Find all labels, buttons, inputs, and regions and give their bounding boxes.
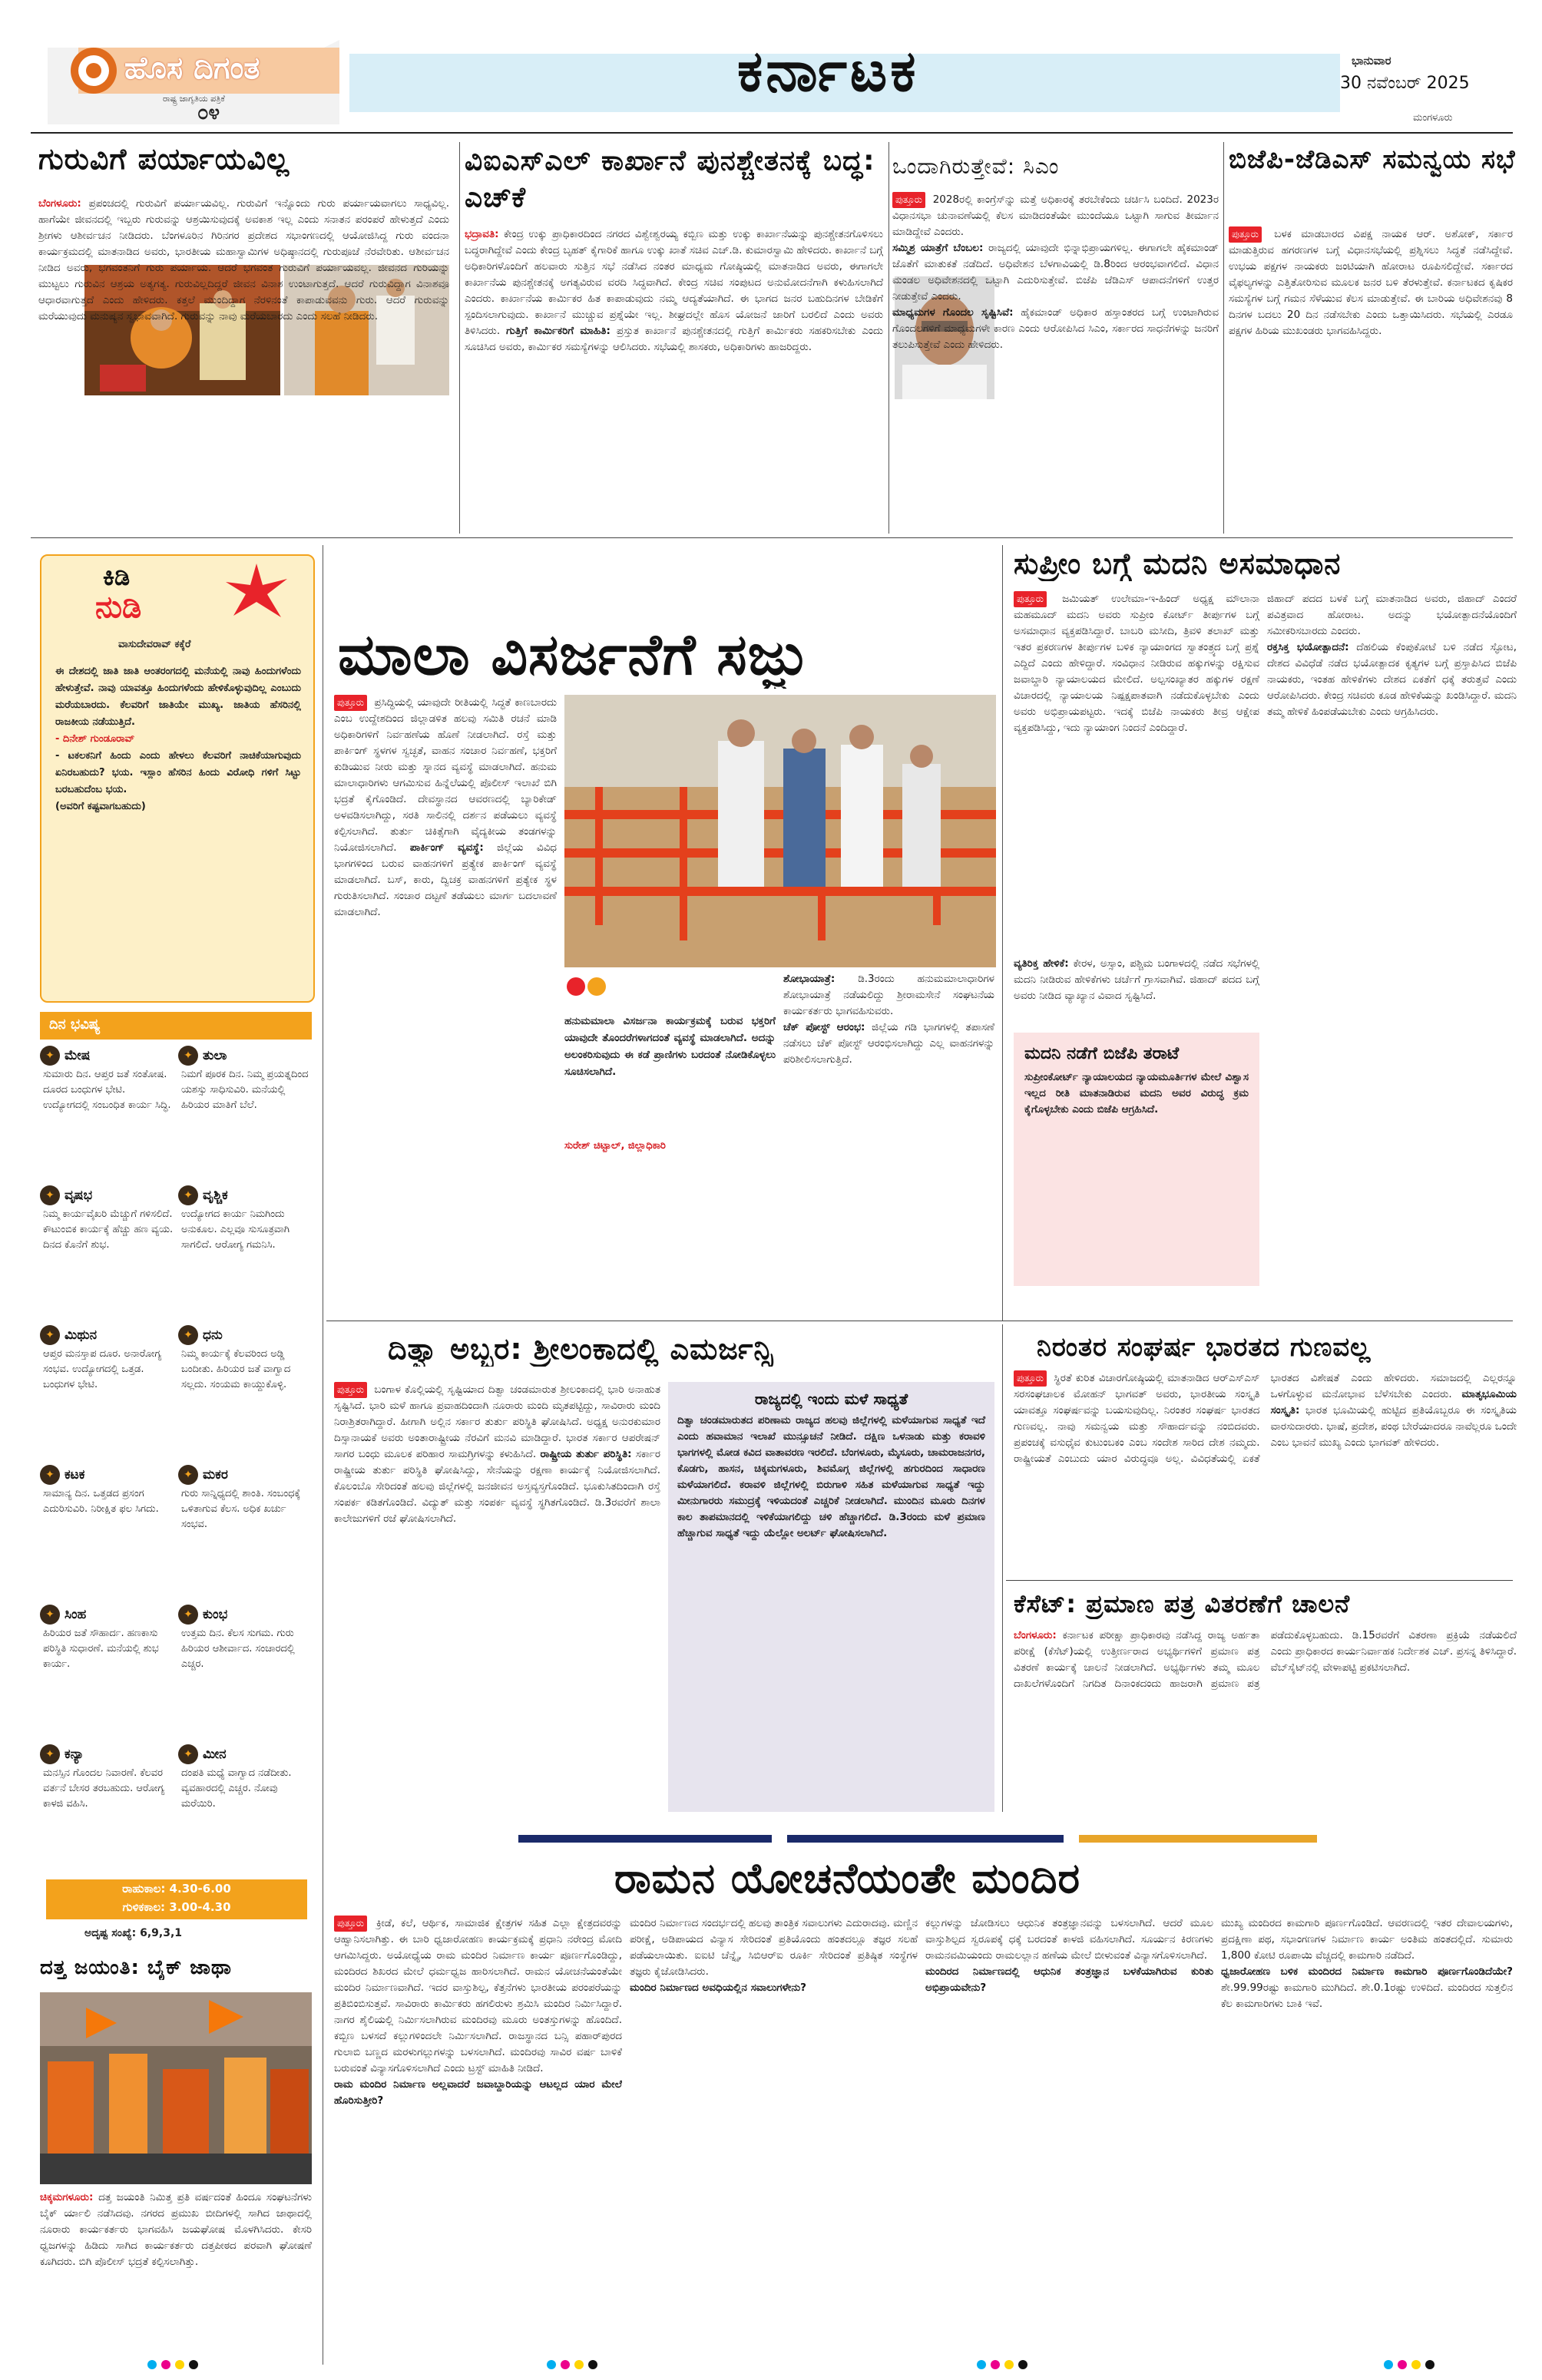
horoscope-left-column: [40, 1046, 174, 1883]
zodiac-icon: ✦: [178, 1046, 198, 1066]
logo-text: ಹೊಸ ದಿಗಂತ: [124, 51, 260, 86]
mala-body-col3: [783, 971, 994, 1324]
horoscope-sign-header: [178, 1605, 313, 1625]
issue-day: ಭಾನುವಾರ: [1352, 54, 1391, 68]
zodiac-icon: ✦: [40, 1046, 60, 1066]
madani-headline: ಸುಪ್ರೀಂ ಬಗ್ಗೆ ಮದನಿ ಅಸಮಾಧಾನ: [1014, 547, 1342, 580]
horoscope-sign-header: [178, 1465, 313, 1485]
mala-subhead-1: ಪಾರ್ಕಿಂಗ್ ವ್ಯವಸ್ಥೆ:: [409, 841, 484, 854]
mala-subhead-3: ಚೆಕ್ ಪೋಸ್ಟ್ ಆರಂಭ:: [783, 1021, 865, 1033]
zodiac-icon: ✦: [178, 1325, 198, 1345]
horoscope-entry: [40, 1465, 174, 1603]
cm-subtext-2: ಹೈಕಮಾಂಡ್ ಅಧಿಕಾರ ಹಸ್ತಾಂತರದ ಬಗ್ಗೆ ಉಂಟಾಗಿರುವ ಗೊಂದಲಗಳಿಗೆ ಮಾಧ್ಯಮಗಳೇ ಕಾರಣ ಎಂದು ಆರೋಪಿಸಿದ ಸಿಎಂ, ಸರ್ಕಾರದ ಸಾಧನೆಗಳನ್ನು ಜನರಿಗೆ ತಲುಪಿಸುತ್ತೇವೆ ಎಂದು ಹೇಳಿದರು.: [892, 306, 1219, 351]
mala-body-col1: [334, 695, 557, 1324]
quote-icon: [564, 971, 611, 1010]
horoscope-entry: [178, 1744, 313, 1883]
col-divider-ditwa: [1002, 1324, 1003, 1812]
horoscope-entry: [178, 1605, 313, 1743]
cm-body: [892, 192, 1219, 534]
madani-box-title: ಮದನಿ ನಡೆಗೆ ಬಿಜೆಪಿ ತರಾಟೆ: [1024, 1044, 1180, 1063]
zodiac-prediction: ಸಾಮಾನ್ಯ ದಿನ. ಒತ್ತಡದ ಪ್ರಸಂಗ ಎದುರಿಸುವಿರಿ. ನಿರೀಕ್ಷಿತ ಫಲ ಸಿಗದು.: [43, 1488, 159, 1515]
madani-box-text: ಸುಪ್ರೀಂಕೋರ್ಟ್ ನ್ಯಾಯಾಲಯದ ನ್ಯಾಯಮೂರ್ತಿಗಳ ಮೇಲೆ ವಿಶ್ವಾಸ ಇಲ್ಲದ ರೀತಿ ಮಾತನಾಡಿರುವ ಮದನಿ ಅವರ ವಿರುದ್ಧ ಕ್ರಮ ಕೈಗೊಳ್ಳಬೇಕು ಎಂದು ಬಿಜೆಪಿ ಆಗ್ರಹಿಸಿದೆ.: [1024, 1071, 1249, 1116]
rama-col3: [925, 1916, 1213, 2353]
page-number: ೦೪: [197, 101, 220, 124]
ditwa-box-text: ದಿತ್ವಾ ಚಂಡಮಾರುತದ ಪರಿಣಾಮ ರಾಜ್ಯದ ಹಲವು ಜಿಲ್ಲೆಗಳಲ್ಲಿ ಮಳೆಯಾಗುವ ಸಾಧ್ಯತೆ ಇದೆ ಎಂದು ಹವಾಮಾನ ಇಲಾಖೆ ಮುನ್ಸೂಚನೆ ನೀಡಿದೆ. ದಕ್ಷಿಣ ಒಳನಾಡು ಮತ್ತು ಕರಾವಳಿ ಭಾಗಗಳಲ್ಲಿ ಮೋಡ ಕವಿದ ವಾತಾವರಣ ಇರಲಿದೆ. ಬೆಂಗಳೂರು, ಮೈಸೂರು, ಚಾಮರಾಜನಗರ, ಕೊಡಗು, ಹಾಸನ, ಚಿಕ್ಕಮಗಳೂರು, ಶಿವಮೊಗ್ಗ ಜಿಲ್ಲೆಗಳಲ್ಲಿ ಹಗುರದಿಂದ ಸಾಧಾರಣ ಮಳೆಯಾಗಲಿದೆ. ಕರಾವಳಿ ಜಿಲ್ಲೆಗಳಲ್ಲಿ ಬಿರುಗಾಳಿ ಸಹಿತ ಮಳೆಯಾಗುವ ಸಾಧ್ಯತೆ ಇದ್ದು ಮೀನುಗಾರರು ಸಮುದ್ರಕ್ಕೆ ಇಳಿಯದಂತೆ ಎಚ್ಚರಿಕೆ ನೀಡಲಾಗಿದೆ. ಮುಂದಿನ ಮೂರು ದಿನಗಳ ಕಾಲ ತಾಪಮಾನದಲ್ಲಿ ಇಳಿಕೆಯಾಗಲಿದ್ದು ಚಳಿ ಹೆಚ್ಚಾಗಲಿದೆ. ಡಿ.3ರಂದು ಮಳೆ ಪ್ರಮಾಣ ಹೆಚ್ಚಾಗುವ ಸಾಧ್ಯತೆ ಇದ್ದು ಯೆಲ್ಲೋ ಅಲರ್ಟ್ ಘೋಷಿಸಲಾಗಿದೆ.: [677, 1414, 985, 1539]
zodiac-icon: ✦: [178, 1185, 198, 1205]
kidi-byline: ವಾಸುದೇವರಾವ್ ಕಕ್ಕೆರೆ: [118, 639, 191, 650]
zodiac-sign-name: ಕುಂಭ: [203, 1607, 228, 1622]
kidi-closing: (ಅವರಿಗೆ ಕಷ್ಟವಾಗಬಹುದು): [55, 801, 146, 812]
ditwa-text: ಬಂಗಾಳ ಕೊಲ್ಲಿಯಲ್ಲಿ ಸೃಷ್ಟಿಯಾದ ದಿತ್ವಾ ಚಂಡಮಾರುತ ಶ್ರೀಲಂಕಾದಲ್ಲಿ ಭಾರಿ ಅನಾಹುತ ಸೃಷ್ಟಿಸಿದೆ. ಭಾರಿ ಮಳೆ ಹಾಗೂ ಪ್ರವಾಹದಿಂದಾಗಿ ನೂರಾರು ಮಂದಿ ಮೃತಪಟ್ಟಿದ್ದು, ಸಾವಿರಾರು ಮಂದಿ ನಿರಾಶ್ರಿತರಾಗಿದ್ದಾರೆ. ಹೀಗಾಗಿ ಅಲ್ಲಿನ ಸರ್ಕಾರ ತುರ್ತು ಪರಿಸ್ಥಿತಿ ಘೋಷಿಸಿದೆ. ಅಧ್ಯಕ್ಷ ಅನುರಕುಮಾರ ದಿಸ್ಸಾನಾಯಕೆ ಅವರು ಅಂತಾರಾಷ್ಟ್ರೀಯ ನೆರವಿಗೆ ಮನವಿ ಮಾಡಿದ್ದಾರೆ. ಭಾರತ ಸರ್ಕಾರ ಆಪರೇಷನ್ ಸಾಗರ ಬಂಧು ಮೂಲಕ ಪರಿಹಾರ ಸಾಮಗ್ರಿಗಳನ್ನು ಕಳುಹಿಸಿದೆ.: [334, 1383, 660, 1460]
bjp-dateline: ಪುತ್ತೂರು: [1229, 226, 1262, 243]
zodiac-prediction: ಉತ್ತಮ ದಿನ. ಕೆಲಸ ಸುಗಮ. ಗುರು ಹಿರಿಯರ ಆಶೀರ್ವಾದ. ಸಂಚಾರದಲ್ಲಿ ಎಚ್ಚರ.: [181, 1628, 295, 1670]
mala-quote-box: [564, 971, 776, 1171]
zodiac-sign-name: ಮೇಷ: [65, 1048, 91, 1063]
guru-headline: ಗುರುವಿಗೆ ಪರ್ಯಾಯವಿಲ್ಲ: [38, 142, 290, 176]
zodiac-sign-name: ವೃಶ್ಚಿಕ: [203, 1188, 228, 1203]
rama-dateline: ಪುತ್ತೂರು: [334, 1916, 367, 1932]
registration-marks-mid1: [545, 2359, 607, 2371]
horoscope-right-column: [178, 1046, 313, 1883]
logo[interactable]: [48, 40, 339, 124]
rama-col2: [630, 1916, 918, 2353]
mala-subhead-2: ಶೋಭಾಯಾತ್ರೆ:: [783, 973, 836, 985]
kidi-nudi-box: [40, 554, 315, 1003]
bjp-headline: ಬಿಜೆಪಿ-ಜೆಡಿಎಸ್ ಸಮನ್ವಯ ಸಭೆ: [1229, 144, 1516, 175]
nirantara-headline: ನಿರಂತರ ಸಂಘರ್ಷ ಭಾರತದ ಗುಣವಲ್ಲ: [1037, 1332, 1372, 1363]
zodiac-sign-name: ಕಟಕ: [65, 1467, 85, 1483]
madani-box: [1014, 1033, 1259, 1286]
ditwa-dateline: ಪುತ್ತೂರು: [334, 1382, 367, 1398]
horoscope-entry: [40, 1046, 174, 1184]
horoscope-entry: [40, 1605, 174, 1743]
datta-dateline: ಚಿಕ್ಕಮಗಳೂರು:: [40, 2191, 94, 2203]
vis-subhead: ಗುತ್ತಿಗೆ ಕಾರ್ಮಿಕರಿಗೆ ಮಾಹಿತಿ:: [506, 325, 611, 337]
mala-quote: ಹನುಮಮಾಲಾ ವಿಸರ್ಜನಾ ಕಾರ್ಯಕ್ರಮಕ್ಕೆ ಬರುವ ಭಕ್ತರಿಗೆ ಯಾವುದೇ ತೊಂದರೆಗಳಾಗದಂತೆ ವ್ಯವಸ್ಥೆ ಮಾಡಲಾಗಿದೆ. ಅದನ್ನು ಅಲಂಕರಿಸುವುದು ಈ ಕಡೆ ಪ್ರಾಣಿಗಳು ಬರದಂತೆ ನೋಡಿಕೊಳ್ಳಲು ಸೂಚಿಸಲಾಗಿದೆ.: [564, 1015, 776, 1078]
cm-dateline: ಪುತ್ತೂರು: [892, 192, 925, 208]
mala-photo: [564, 695, 996, 967]
horoscope-sign-header: [40, 1744, 174, 1764]
nirantara-body: [1014, 1370, 1517, 1574]
horoscope-sign-header: [178, 1046, 313, 1066]
zodiac-prediction: ದಂಪತಿ ಮಧ್ಯೆ ವಾಗ್ವಾದ ನಡೆದೀತು. ವ್ಯವಹಾರದಲ್ಲಿ ಎಚ್ಚರ. ನೋವು ಮರೆಯಿರಿ.: [181, 1767, 292, 1810]
cm-headline: ಒಂದಾಗಿರುತ್ತೇವೆ: ಸಿಎಂ: [892, 154, 1060, 179]
datta-photo: [40, 1992, 312, 2184]
cm-subtext-1: ರಾಜ್ಯದಲ್ಲಿ ಯಾವುದೇ ಭಿನ್ನಾಭಿಪ್ರಾಯಗಳಿಲ್ಲ. ಈಗಾಗಲೇ ಹೈಕಮಾಂಡ್ ಜೊತೆಗೆ ಮಾತುಕತೆ ನಡೆದಿದೆ. ಅಧಿವೇಶನ ಬೆಳಗಾವಿಯಲ್ಲಿ ಡಿ.8ರಿಂದ ಆರಂಭವಾಗಲಿದೆ. ವಿಧಾನ ಮಂಡಲ ಅಧಿವೇಶನದಲ್ಲಿ ಒಟ್ಟಾಗಿ ಎದುರಿಸುತ್ತೇವೆ. ಬಿಜೆಪಿ ಜೆಡಿಎಸ್ ಆಪಾದನೆಗಳಿಗೆ ಉತ್ತರ ನೀಡುತ್ತೇವೆ ಎಂದರು.: [892, 242, 1219, 302]
madani-right-text: ಜಿಹಾದ್ ಪದದ ಬಳಕೆ ಬಗ್ಗೆ ಮಾತನಾಡಿದ ಅವರು, ಜಿಹಾದ್ ಎಂದರೆ ಪವಿತ್ರವಾದ ಹೋರಾಟ. ಅದನ್ನು ಭಯೋತ್ಪಾದನೆಯೊಂದಿಗೆ ಸಮೀಕರಿಸಬಾರದು ಎಂದರು.: [1267, 593, 1517, 637]
mala-text: ಪ್ರಸಿದ್ಧಿಯಲ್ಲಿ ಯಾವುದೇ ರೀತಿಯಲ್ಲಿ ಸಿದ್ಧತೆ ಕಾಣಬಾರದು ಎಂಬ ಉದ್ದೇಶದಿಂದ ಜಿಲ್ಲಾಡಳಿತ ಹಲವು ಸಮಿತಿ ರಚನೆ ಮಾಡಿ ಅಧಿಕಾರಿಗಳಿಗೆ ನಿರ್ವಹಣೆಯ ಹೊಣೆ ನೀಡಲಾಗಿದೆ. ರಸ್ತೆ ಮತ್ತು ಪಾರ್ಕಿಂಗ್ ಸ್ಥಳಗಳ ಸ್ವಚ್ಛತೆ, ವಾಹನ ಸಂಚಾರ ನಿರ್ವಹಣೆ, ಭಕ್ತರಿಗೆ ಕುಡಿಯುವ ನೀರು ಮತ್ತು ಸ್ನಾನದ ವ್ಯವಸ್ಥೆ ಮಾಡಲಾಗಿದೆ. ಹನುಮ ಮಾಲಾಧಾರಿಗಳು ಆಗಮಿಸುವ ಹಿನ್ನೆಲೆಯಲ್ಲಿ ಪೊಲೀಸ್ ಇಲಾಖೆ ಬಿಗಿ ಭದ್ರತೆ ಕೈಗೊಂಡಿದೆ. ದೇವಸ್ಥಾನದ ಆವರಣದಲ್ಲಿ ಬ್ಯಾರಿಕೇಡ್ ಅಳವಡಿಸಲಾಗಿದ್ದು, ಸರತಿ ಸಾಲಿನಲ್ಲಿ ದರ್ಶನ ಪಡೆಯಲು ವ್ಯವಸ್ಥೆ ಕಲ್ಪಿಸಲಾಗಿದೆ. ತುರ್ತು ಚಿಕಿತ್ಸೆಗಾಗಿ ವೈದ್ಯಕೀಯ ತಂಡಗಳನ್ನು ನಿಯೋಜಿಸಲಾಗಿದೆ.: [334, 696, 557, 854]
col-divider-2: [888, 142, 889, 534]
masthead-rule: [31, 132, 1513, 134]
zodiac-prediction: ಆಪ್ತರ ಮನಸ್ತಾಪ ದೂರ. ಅನಾರೋಗ್ಯ ಸಂಭವ. ಉದ್ಯೋಗದಲ್ಲಿ ಒತ್ತಡ. ಬಂಧುಗಳ ಭೇಟಿ.: [43, 1348, 162, 1390]
rahukala: ರಾಹುಕಾಲ: 4.30-6.00: [122, 1882, 231, 1896]
vis-headline: ವಿಐಎಸ್‌ಎಲ್ ಕಾರ್ಖಾನೆ ಪುನಶ್ಚೇತನಕ್ಕೆ ಬದ್ಧ: ಎಚ್‌ಕೆ: [465, 145, 875, 213]
madani-body-col2: [1267, 591, 1517, 1313]
madani-subtext-1: ಕೇರಳ, ಅಸ್ಸಾಂ, ಪಶ್ಚಿಮ ಬಂಗಾಳದಲ್ಲಿ ನಡೆದ ಸಭೆಗಳಲ್ಲಿ ಮದನಿ ನೀಡಿರುವ ಹೇಳಿಕೆಗಳು ಚರ್ಚೆಗೆ ಗ್ರಾಸವಾಗಿವೆ. ಜಿಹಾದ್ ಪದದ ಬಗ್ಗೆ ಅವರು ನೀಡಿದ ವ್ಯಾಖ್ಯಾನ ವಿವಾದ ಸೃಷ್ಟಿಸಿದೆ.: [1014, 957, 1259, 1002]
madani-body-col1b: [1014, 956, 1259, 1029]
spark-icon: [226, 564, 287, 617]
horoscope-title-bar: [40, 1012, 312, 1040]
zodiac-icon: ✦: [40, 1605, 60, 1625]
cassette-dateline: ಬೆಂಗಳೂರು:: [1014, 1629, 1057, 1641]
guru-text: ಪ್ರಪಂಚದಲ್ಲಿ ಗುರುವಿಗೆ ಪರ್ಯಾಯವಿಲ್ಲ. ಗುರುವಿಗೆ ಇನ್ನೊಂದು ಗುರು ಪರ್ಯಾಯವಾಗಲು ಸಾಧ್ಯವಿಲ್ಲ. ಹಾಗೆಯೇ ಜೀವನದಲ್ಲಿ ಇಬ್ಬರು ಗುರುವನ್ನು ಆಶ್ರಯಿಸುವುದಕ್ಕೆ ಅವಕಾಶ ಇಲ್ಲ ಎಂದು ಸನಾತನ ಪರಂಪರೆ ಹೇಳುತ್ತದೆ ಎಂದು ಶ್ರೀಗಳು ಆಶೀರ್ವಚನ ನೀಡಿದರು. ಬೆಂಗಳೂರಿನ ಗಿರಿನಗರ ಪ್ರದೇಶದ ಸಭಾಂಗಣದಲ್ಲಿ ಆಯೋಜಿಸಿದ್ದ ಗುರು ವಂದನಾ ಕಾರ್ಯಕ್ರಮದಲ್ಲಿ ಮಾತನಾಡಿದ ಅವರು, ಭಾರತೀಯ ಮಹಾಸ್ವಾಮಿಗಳ ಅಧಿಷ್ಠಾನದಲ್ಲಿ ಗುರುಪೂಜೆ ನೆರವೇರಿತು. ಆಶೀರ್ವಚನ ನೀಡಿದ ಅವರು, ಭಗವಂತನಿಗೆ ಗುರು ಪರ್ಯಾಯ. ಆದರೆ ಭಗವಂತ ಗುರುವಿಗೆ ಪರ್ಯಾಯವಲ್ಲ. ಜೀವನದ ಗುರಿಯನ್ನು ಮುಟ್ಟಲು ಗುರುವಿನ ಆಶ್ರಯ ಅತ್ಯಗತ್ಯ. ಗುರುವಿಲ್ಲದಿದ್ದರೆ ಜೀವನ ವಿನಾಶ ಉಂಟಾಗುತ್ತದೆ. ಆದರೆ ಗುರುವಿದ್ದಾಗ ವಿನಾಶವೂ ಆಧಾರವಾಗುತ್ತದೆ ಎಂದು ಹೇಳಿದರು. ಕತ್ತಲೆ ಮುಂದಿದ್ದಾಗ ನೆರಳಿನಂತೆ ಕಾಪಾಡುವವನು ಗುರು. ಆದರೆ ಗುರುವನ್ನು ಮರೆಯುವುದು ಮನುಷ್ಯನ ಸ್ವಭಾವವಾಗಿದೆ. ಗುರುವನ್ನು ನಾವು ಮರೆಯಬಾರದು ಎಂದು ಸಲಹೆ ನೀಡಿದರು.: [38, 197, 449, 322]
zodiac-prediction: ಗುರು ಸಾನ್ನಿಧ್ಯದಲ್ಲಿ ಶಾಂತಿ. ಸಂಬಂಧಕ್ಕೆ ಒಳಿತಾಗುವ ಕೆಲಸ. ಅಧಿಕ ಖರ್ಚು ಸಂಭವ.: [181, 1488, 301, 1530]
bjp-headline-wrap: [1229, 142, 1520, 177]
bjp-text: ಬಳಕ ಮಾಡಬಾರದ ವಿಪಕ್ಷ ನಾಯಕ ಆರ್. ಅಶೋಕ್, ಸರ್ಕಾರ ಮಾಡುತ್ತಿರುವ ಹಗರಣಗಳ ಬಗ್ಗೆ ವಿಧಾನಸಭೆಯಲ್ಲಿ ಪ್ರಶ್ನಿಸಲು ಸಿದ್ಧತೆ ನಡೆಸಿದ್ದೇವೆ. ಉಭಯ ಪಕ್ಷಗಳ ನಾಯಕರು ಜಂಟಿಯಾಗಿ ಹೋರಾಟ ರೂಪಿಸಲಿದ್ದೇವೆ. ಸರ್ಕಾರದ ವೈಫಲ್ಯಗಳನ್ನು ಎತ್ತಿತೋರಿಸುವ ಮೂಲಕ ಜನರ ಬಳಿ ತೆರಳುತ್ತೇವೆ. ಕರ್ನಾಟಕದ ಕೃಷಿಕರ ಸಮಸ್ಯೆಗಳ ಬಗ್ಗೆ ಗಮನ ಸೆಳೆಯುವ ಕೆಲಸ ಮಾಡುತ್ತೇವೆ. ಈ ಬಾರಿಯ ಅಧಿವೇಶನವು 8 ದಿನಗಳ ಬದಲು 20 ದಿನ ನಡೆಸಬೇಕು ಎಂದು ಒತ್ತಾಯಿಸಿದರು. ಸಭೆಯಲ್ಲಿ ಎರಡೂ ಪಕ್ಷಗಳ ಹಿರಿಯ ಮುಖಂಡರು ಭಾಗವಹಿಸಿದ್ದರು.: [1229, 228, 1513, 337]
madani-subhead-2: ರಕ್ತಸಿಕ್ತ ಭಯೋತ್ಪಾದನೆ:: [1267, 641, 1349, 653]
horoscope-entry: [40, 1185, 174, 1324]
mala-dateline: ಪುತ್ತೂರು: [334, 695, 367, 711]
zodiac-sign-name: ಧನು: [203, 1327, 223, 1343]
kidi-text: ಈ ದೇಶದಲ್ಲಿ ಜಾತಿ ಜಾತಿ ಆಂತರಂಗದಲ್ಲಿ ಮನೆಯಲ್ಲಿ ನಾವು ಹಿಂದುಗಳೆಂದು ಹೇಳುತ್ತೇವೆ. ನಾವು ಯಾವತ್ತೂ ಹಿಂದುಗಳೆಂದು ಹೇಳಿಕೊಳ್ಳುವುದಿಲ್ಲ ಎಂಬುದು ಮರೆಯಬಾರದು. ಕೆಲವರಿಗೆ ಜಾತಿಯೇ ಮುಖ್ಯ. ಜಾತಿಯ ಹೆಸರಿನಲ್ಲಿ ರಾಜಕೀಯ ನಡೆಯುತ್ತಿದೆ.: [55, 666, 301, 728]
lucky-number: ಅದೃಷ್ಟ ಸಂಖ್ಯೆ: 6,9,3,1: [84, 1927, 183, 1939]
mala-headline: ಮಾಲಾ ವಿಸರ್ಜನೆಗೆ ಸಜ್ಜು: [338, 622, 809, 688]
kidi-body: [55, 663, 301, 993]
masthead: [0, 0, 1542, 138]
nirantara-text: ಸ್ಥಿರತೆ ಕುರಿತ ವಿಚಾರಗೋಷ್ಠಿಯಲ್ಲಿ ಮಾತನಾಡಿದ ಆರ್‌ಎಸ್‌ಎಸ್ ಸರಸಂಘಚಾಲಕ ಮೋಹನ್ ಭಾಗವತ್ ಅವರು, ಭಾರತೀಯ ಸಂಸ್ಕೃತಿ ಯಾವತ್ತೂ ಸಂಘರ್ಷವನ್ನು ಬಯಸುವುದಿಲ್ಲ. ನಿರಂತರ ಸಂಘರ್ಷ ಭಾರತದ ಗುಣವಲ್ಲ. ನಾವು ಸಮನ್ವಯ ಮತ್ತು ಸೌಹಾರ್ದವನ್ನು ನಂಬಿದವರು. ಪ್ರಪಂಚಕ್ಕೆ ವಸುಧೈವ ಕುಟುಂಬಕಂ ಎಂಬ ಸಂದೇಶ ಸಾರಿದ ದೇಶ ನಮ್ಮದು. ರಾಷ್ಟ್ರೀಯತೆ ಎಂಬುದು ಯಾರ ವಿರುದ್ಧವೂ ಅಲ್ಲ. ವಿವಿಧತೆಯಲ್ಲಿ ಏಕತೆ ಭಾರತದ ವಿಶೇಷತೆ ಎಂದು ಹೇಳಿದರು. ಸಮಾಜದಲ್ಲಿ ಎಲ್ಲರನ್ನೂ ಒಳಗೊಳ್ಳುವ ಮನೋಭಾವ ಬೆಳೆಸಬೇಕು ಎಂದರು.: [1014, 1372, 1517, 1465]
vis-body: [465, 226, 883, 534]
nirantara-rule: [1006, 1580, 1513, 1581]
zodiac-sign-name: ಮೀನ: [203, 1747, 227, 1762]
logo-tagline: ರಾಷ್ಟ್ರ ಜಾಗೃತಿಯ ಪತ್ರಿಕೆ: [163, 94, 225, 104]
zodiac-prediction: ನಿಮ್ಮ ಕಾರ್ಯವೈಖರಿ ಮೆಚ್ಚುಗೆ ಗಳಿಸಲಿದೆ. ಕೌಟುಂಬಿಕ ಕಾರ್ಯಕ್ಕೆ ಹೆಚ್ಚು ಹಣ ವ್ಯಯ. ದಿನದ ಕೊನೆಗೆ ಶುಭ.: [43, 1208, 174, 1251]
ditwa-body-col1: [334, 1382, 660, 1812]
zodiac-sign-name: ಮಕರ: [203, 1467, 228, 1483]
madani-subhead-1: ವ್ಯತಿರಿಕ್ತ ಹೇಳಿಕೆ:: [1014, 957, 1069, 970]
section-title: ಕರ್ನಾಟಕ: [737, 38, 919, 104]
vis-subtext: ಪ್ರಸ್ತುತ ಕಾರ್ಖಾನೆ ಪುನಶ್ಚೇತನದಲ್ಲಿ ಗುತ್ತಿಗೆ ಕಾರ್ಮಿಕರು ಸಹಕರಿಸಬೇಕು ಎಂದು ಸೂಚಿಸಿದ ಅವರು, ಕಾರ್ಮಿಕರ ಸಮಸ್ಯೆಗಳನ್ನು ಆಲಿಸಿದರು. ಸಭೆಯಲ್ಲಿ ಶಾಸಕರು, ಅಧಿಕಾರಿಗಳು ಹಾಜರಿದ್ದರು.: [465, 325, 883, 353]
rama-col4: [1221, 1916, 1513, 2353]
horoscope-sign-header: [40, 1465, 174, 1485]
nirantara-dateline: ಪುತ್ತೂರು: [1014, 1370, 1047, 1387]
zodiac-prediction: ಹಿರಿಯರ ಜತೆ ಸೌಹಾರ್ದ. ಹಣಕಾಸು ಪರಿಸ್ಥಿತಿ ಸುಧಾರಣೆ. ಮನೆಯಲ್ಲಿ ಶುಭ ಕಾರ್ಯ.: [43, 1628, 159, 1670]
horoscope-sign-header: [178, 1185, 313, 1205]
rama-q4: ಧ್ವಜಾರೋಹಣ ಬಳಿಕ ಮಂದಿರದ ನಿರ್ಮಾಣ ಕಾಮಗಾರಿ ಪೂರ್ಣಗೊಂಡಿದೆಯೇ?: [1221, 1965, 1513, 1978]
rahu-bar: [46, 1879, 307, 1919]
cm-subhead-1: ಸಮ್ಮಿಶ್ರ ಯಾತ್ರೆಗೆ ಬೆಂಬಲ:: [892, 242, 984, 254]
horoscope-entry: [178, 1185, 313, 1324]
issue-date: 30 ನವೆಂಬರ್ 2025: [1340, 74, 1470, 93]
madani-dateline: ಪುತ್ತೂರು: [1014, 591, 1047, 607]
vis-headline-1: [465, 143, 887, 217]
datta-headline: ದತ್ತ ಜಯಂತಿ: ಬೈಕ್ ಜಾಥಾ: [40, 1956, 232, 1979]
ditwa-box: [668, 1382, 994, 1812]
zodiac-icon: ✦: [40, 1185, 60, 1205]
mala-subtext-3: ಜಿಲ್ಲೆಯ ಗಡಿ ಭಾಗಗಳಲ್ಲಿ ತಪಾಸಣೆ ನಡೆಸಲು ಚೆಕ್ ಪೋಸ್ಟ್ ಆರಂಭಿಸಲಾಗಿದ್ದು ಎಲ್ಲ ವಾಹನಗಳನ್ನು ಪರಿಶೀಲಿಸಲಾಗುತ್ತಿದೆ.: [783, 1021, 994, 1066]
ditwa-subhead-1: ರಾಷ್ಟ್ರೀಯ ತುರ್ತು ಪರಿಸ್ಥಿತಿ:: [540, 1448, 632, 1460]
bjp-body: [1229, 226, 1513, 534]
col-divider-1: [459, 142, 460, 534]
zodiac-icon: ✦: [178, 1744, 198, 1764]
horoscope-sign-header: [40, 1046, 174, 1066]
rama-text: ಕ್ರೀಡೆ, ಕಲೆ, ಆರ್ಥಿಕ, ಸಾಮಾಜಿಕ ಕ್ಷೇತ್ರಗಳ ಸಹಿತ ಎಲ್ಲಾ ಕ್ಷೇತ್ರದವರನ್ನು ಆಹ್ವಾನಿಸಲಾಗಿತ್ತು. ಈ ಬಾರಿ ಧ್ವಜಾರೋಹಣ ಕಾರ್ಯಕ್ರಮಕ್ಕೆ ಪ್ರಧಾನಿ ನರೇಂದ್ರ ಮೋದಿ ಆಗಮಿಸಿದ್ದರು. ಅಯೋಧ್ಯೆಯ ರಾಮ ಮಂದಿರ ನಿರ್ಮಾಣ ಕಾರ್ಯ ಪೂರ್ಣಗೊಂಡಿದ್ದು, ಮಂದಿರದ ಶಿಖರದ ಮೇಲೆ ಧರ್ಮಧ್ವಜ ಹಾರಿಸಲಾಗಿದೆ. ರಾಮನ ಯೋಚನೆಯಂತೆಯೇ ಮಂದಿರ ನಿರ್ಮಾಣವಾಗಿದೆ. ಇದರ ವಾಸ್ತುಶಿಲ್ಪ, ಕೆತ್ತನೆಗಳು ಭಾರತೀಯ ಪರಂಪರೆಯನ್ನು ಪ್ರತಿಬಿಂಬಿಸುತ್ತವೆ. ಸಾವಿರಾರು ಕಾರ್ಮಿಕರು ಹಗಲಿರುಳು ಶ್ರಮಿಸಿ ಮಂದಿರ ನಿರ್ಮಿಸಿದ್ದಾರೆ. ನಾಗರ ಶೈಲಿಯಲ್ಲಿ ನಿರ್ಮಿಸಲಾಗಿರುವ ಮಂದಿರವು ಮೂರು ಅಂತಸ್ತುಗಳನ್ನು ಹೊಂದಿದೆ. ಕಬ್ಬಿಣ ಬಳಸದೆ ಕಲ್ಲುಗಳಿಂದಲೇ ನಿರ್ಮಿಸಲಾಗಿದೆ. ರಾಜಸ್ಥಾನದ ಬನ್ಸಿ ಪಹಾರ್‌ಪುರದ ಗುಲಾಬಿ ಬಣ್ಣದ ಮರಳುಗಲ್ಲುಗಳನ್ನು ಬಳಸಲಾಗಿದೆ. ಮಂದಿರವು ಸಾವಿರ ವರ್ಷ ಬಾಳಿಕೆ ಬರುವಂತೆ ವಿನ್ಯಾಸಗೊಳಿಸಲಾಗಿದೆ ಎಂದು ಟ್ರಸ್ಟ್ ಮಾಹಿತಿ ನೀಡಿದೆ.: [334, 1917, 622, 2074]
horoscope-title: ದಿನ ಭವಿಷ್ಯ: [49, 1016, 101, 1033]
color-separator: [326, 1835, 1513, 1843]
nirantara-subtext-1: ಭಾರತ ಭೂಮಿಯಲ್ಲಿ ಹುಟ್ಟಿದ ಪ್ರತಿಯೊಬ್ಬರೂ ಈ ಸಂಸ್ಕೃತಿಯ ವಾರಸುದಾರರು. ಭಾಷೆ, ಪ್ರದೇಶ, ಪಂಥ ಬೇರೆಯಾದರೂ ನಾವೆಲ್ಲರೂ ಒಂದೇ ಎಂಬ ಭಾವನೆ ಮುಖ್ಯ ಎಂದು ಭಾಗವತ್ ಹೇಳಿದರು.: [1270, 1404, 1517, 1449]
madani-body-col1: [1014, 591, 1259, 952]
vis-text: ಕೇಂದ್ರ ಉಕ್ಕು ಪ್ರಾಧಿಕಾರದಿಂದ ನಗರದ ವಿಶ್ವೇಶ್ವರಯ್ಯ ಕಬ್ಬಿಣ ಮತ್ತು ಉಕ್ಕು ಕಾರ್ಖಾನೆಯನ್ನು ಪುನಶ್ಚೇತನಗೊಳಿಸಲು ಬದ್ಧರಾಗಿದ್ದೇವೆ ಎಂದು ಕೇಂದ್ರ ಬೃಹತ್ ಕೈಗಾರಿಕೆ ಹಾಗೂ ಉಕ್ಕು ಖಾತೆ ಸಚಿವ ಎಚ್.ಡಿ. ಕುಮಾರಸ್ವಾಮಿ ಹೇಳಿದರು. ಕಾರ್ಖಾನೆ ಬಗ್ಗೆ ಅಧಿಕಾರಿಗಳೊಂದಿಗೆ ಹಲವಾರು ಸುತ್ತಿನ ಸಭೆ ನಡೆಸಿದ ನಂತರ ಮಾಧ್ಯಮ ಗೋಷ್ಠಿಯಲ್ಲಿ ಮಾತನಾಡಿದ ಅವರು, ಈಗಾಗಲೇ ಕಾರ್ಖಾನೆಯ ಪುನಶ್ಚೇತನಕ್ಕೆ ಅಗತ್ಯವಿರುವ ವರದಿ ಸಿದ್ಧವಾಗಿದೆ. ಕೇಂದ್ರ ಸಚಿವ ಸಂಪುಟದ ಅನುಮೋದನೆಗಾಗಿ ಕಳುಹಿಸಲಾಗಿದೆ ಎಂದರು. ಕಾರ್ಖಾನೆಯ ಕಾರ್ಮಿಕರ ಹಿತ ಕಾಪಾಡುವುದು ನಮ್ಮ ಆದ್ಯತೆಯಾಗಿದೆ. ಈ ಭಾಗದ ಜನರ ಬಹುದಿನಗಳ ಬೇಡಿಕೆಗೆ ಸ್ಪಂದಿಸಲಾಗುವುದು. ಕಾರ್ಖಾನೆ ಮುಚ್ಚುವ ಪ್ರಶ್ನೆಯೇ ಇಲ್ಲ. ಶೀಘ್ರದಲ್ಲೇ ಹೊಸ ಯೋಜನೆ ಜಾರಿಗೆ ಬರಲಿದೆ ಎಂದು ಅವರು ತಿಳಿಸಿದರು.: [465, 228, 883, 337]
mala-subtext-2: ಡಿ.3ರಂದು ಹನುಮಮಾಲಾಧಾರಿಗಳ ಶೋಭಾಯಾತ್ರೆ ನಡೆಯಲಿದ್ದು ಶ್ರೀರಾಮಸೇನೆ ಸಂಘಟನೆಯ ಕಾರ್ಯಕರ್ತರು ಭಾಗವಹಿಸುವರು.: [783, 973, 994, 1017]
ditwa-subtext-1: ಸರ್ಕಾರ ರಾಷ್ಟ್ರೀಯ ತುರ್ತು ಪರಿಸ್ಥಿತಿ ಘೋಷಿಸಿದ್ದು, ಸೇನೆಯನ್ನು ರಕ್ಷಣಾ ಕಾರ್ಯಕ್ಕೆ ನಿಯೋಜಿಸಲಾಗಿದೆ. ಕೊಲಂಬೊ ಸೇರಿದಂತೆ ಹಲವು ಜಿಲ್ಲೆಗಳಲ್ಲಿ ಜನಜೀವನ ಅಸ್ತವ್ಯಸ್ತಗೊಂಡಿದೆ. ಭೂಕುಸಿತದಿಂದಾಗಿ ರಸ್ತೆ ಸಂಪರ್ಕ ಕಡಿತಗೊಂಡಿದೆ. ವಿದ್ಯುತ್ ಮತ್ತು ಸಂಪರ್ಕ ವ್ಯವಸ್ಥೆ ಸ್ಥಗಿತಗೊಂಡಿದೆ. ಡಿ.3ರವರೆಗೆ ಶಾಲಾ ಕಾಲೇಜುಗಳಿಗೆ ರಜೆ ಘೋಷಿಸಲಾಗಿದೆ.: [334, 1448, 660, 1525]
horoscope-sign-header: [178, 1325, 313, 1345]
col-divider-3: [1223, 142, 1224, 534]
kidi-title-top: ಕಿಡಿ: [103, 562, 131, 591]
rama-q2: ಮಂದಿರ ನಿರ್ಮಾಣದ ಅವಧಿಯಲ್ಲಿನ ಸವಾಲುಗಳೇನು?: [630, 1982, 806, 1994]
guru-body: [38, 196, 449, 534]
horoscope-entry: [178, 1325, 313, 1463]
issue-city: ಮಂಗಳೂರು: [1413, 112, 1453, 124]
rama-col3-text: ಕಲ್ಲುಗಳನ್ನು ಜೋಡಿಸಲು ಆಧುನಿಕ ತಂತ್ರಜ್ಞಾನವನ್ನು ಬಳಸಲಾಗಿದೆ. ಆದರೆ ಮೂಲ ವಾಸ್ತುಶಿಲ್ಪದ ಸ್ವರೂಪಕ್ಕೆ ಧಕ್ಕೆ ಬರದಂತೆ ಕಾಳಜಿ ವಹಿಸಲಾಗಿದೆ. ಸೂರ್ಯನ ಕಿರಣಗಳು ರಾಮನವಮಿಯಂದು ರಾಮಲಲ್ಲಾನ ಹಣೆಯ ಮೇಲೆ ಬೀಳುವಂತೆ ವಿನ್ಯಾಸಗೊಳಿಸಲಾಗಿದೆ.: [925, 1917, 1213, 1962]
zodiac-prediction: ಮನಸ್ಸಿನ ಗೊಂದಲ ನಿವಾರಣೆ. ಕೆಲವರ ವರ್ತನೆ ಬೇಸರ ತರಬಹುದು. ಆರೋಗ್ಯ ಕಾಳಜಿ ವಹಿಸಿ.: [43, 1767, 165, 1810]
zodiac-prediction: ನಿಮಗೆ ಪೂರಕ ದಿನ. ನಿಮ್ಮ ಪ್ರಯತ್ನದಿಂದ ಯಶಸ್ಸು ಸಾಧಿಸುವಿರಿ. ಮನೆಯಲ್ಲಿ ಹಿರಿಯರ ಮಾತಿಗೆ ಬೆಲೆ.: [181, 1069, 309, 1111]
zodiac-icon: ✦: [40, 1325, 60, 1345]
horoscope-sign-header: [40, 1185, 174, 1205]
rama-q3: ಮಂದಿರದ ನಿರ್ಮಾಣದಲ್ಲಿ ಆಧುನಿಕ ತಂತ್ರಜ್ಞಾನ ಬಳಕೆಯಾಗಿರುವ ಕುರಿತು ಅಭಿಪ್ರಾಯವೇನು?: [925, 1965, 1213, 1994]
kidi-title-bottom: ನುಡಿ: [95, 590, 142, 625]
horoscope-entry: [178, 1046, 313, 1184]
rama-col1: [334, 1916, 622, 2353]
gulikakala: ಗುಳಿಕಕಾಲ: 3.00-4.30: [122, 1900, 231, 1914]
zodiac-prediction: ಉದ್ಯೋಗದ ಕಾರ್ಯ ನಿಮಗಿಂದು ಅನುಕೂಲ. ಎಲ್ಲವೂ ಸುಸೂತ್ರವಾಗಿ ಸಾಗಲಿದೆ. ಆರೋಗ್ಯ ಗಮನಿಸಿ.: [181, 1208, 290, 1251]
zodiac-icon: ✦: [178, 1465, 198, 1485]
zodiac-icon: ✦: [178, 1605, 198, 1625]
kidi-item-2: - ಟಕಲಕನಿಗೆ ಹಿಂದು ಎಂದು ಹೇಳಲು ಕೆಲವರಿಗೆ ನಾಚಿಕೆಯಾಗುವುದು ಏನಿರಬಹುದು? ಭಯ. ಇಸ್ಲಾಂ ಹೆಸರಿನ ಹಿಂದು ವಿರೋಧಿ ಗಳಿಗೆ ಸಿಟ್ಟು ಬರಬಹುದೆಂಬ ಭಯ.: [55, 750, 301, 795]
zodiac-sign-name: ಕನ್ಯಾ: [65, 1747, 84, 1762]
nirantara-subhead-1: ಮಾತೃಭೂಮಿಯ ಸಂಸ್ಕೃತಿ:: [1270, 1388, 1517, 1416]
horoscope-sign-header: [40, 1605, 174, 1625]
horoscope-entry: [40, 1325, 174, 1463]
rama-answer-4: ಶೇ.99.99ರಷ್ಟು ಕಾಮಗಾರಿ ಮುಗಿದಿದೆ. ಶೇ.0.1ರಷ್ಟು ಉಳಿದಿದೆ. ಮಂದಿರದ ಸುತ್ತಲಿನ ಕೆಲ ಕಾಮಗಾರಿಗಳು ಬಾಕಿ ಇವೆ.: [1221, 1982, 1513, 2010]
cassette-body: [1014, 1628, 1517, 1812]
zodiac-sign-name: ಸಿಂಹ: [65, 1607, 87, 1622]
registration-marks-mid2: [975, 2359, 1037, 2371]
horoscope-sign-header: [40, 1325, 174, 1345]
cassette-headline: ಕೆಸೆಟ್: ಪ್ರಮಾಣ ಪತ್ರ ವಿತರಣೆಗೆ ಚಾಲನೆ: [1014, 1589, 1351, 1618]
zodiac-prediction: ಸುಮಾರು ದಿನ. ಆಪ್ತರ ಜತೆ ಸಂತೋಷ. ದೂರದ ಬಂಧುಗಳ ಭೇಟಿ. ಉದ್ಯೋಗದಲ್ಲಿ ಸಂಬಂಧಿತ ಕಾರ್ಯ ಸಿದ್ಧಿ.: [43, 1069, 171, 1111]
registration-marks-left: [146, 2359, 207, 2371]
datta-text: ದತ್ತ ಜಯಂತಿ ನಿಮಿತ್ತ ಪ್ರತಿ ವರ್ಷದಂತೆ ಹಿಂದೂ ಸಂಘಟನೆಗಳು ಬೈಕ್ ರ್ಯಾಲಿ ನಡೆಸಿದವು. ನಗರದ ಪ್ರಮುಖ ಬೀದಿಗಳಲ್ಲಿ ಸಾಗಿದ ಜಾಥಾದಲ್ಲಿ ನೂರಾರು ಕಾರ್ಯಕರ್ತರು ಭಾಗವಹಿಸಿ ಜಯಘೋಷ ಮೊಳಗಿಸಿದರು. ಕೇಸರಿ ಧ್ವಜಗಳನ್ನು ಹಿಡಿದು ಸಾಗಿದ ಕಾರ್ಯಕರ್ತರು ದತ್ತಪೀಠದ ಪರವಾಗಿ ಘೋಷಣೆ ಕೂಗಿದರು. ಬಿಗಿ ಪೊಲೀಸ್ ಭದ್ರತೆ ಕಲ್ಪಿಸಲಾಗಿತ್ತು.: [40, 2191, 312, 2268]
ditwa-box-title: ರಾಜ್ಯದಲ್ಲಿ ಇಂದು ಮಳೆ ಸಾಧ್ಯತೆ: [754, 1390, 908, 1408]
kidi-item-1: - ದಿನೇಶ್ ಗುಂಡೂರಾವ್: [55, 733, 135, 745]
rama-col2-text: ಮಂದಿರ ನಿರ್ಮಾಣದ ಸಂದರ್ಭದಲ್ಲಿ ಹಲವು ತಾಂತ್ರಿಕ ಸವಾಲುಗಳು ಎದುರಾದವು. ಮಣ್ಣಿನ ಪರೀಕ್ಷೆ, ಅಡಿಪಾಯದ ವಿನ್ಯಾಸ ಸೇರಿದಂತೆ ಪ್ರತಿಯೊಂದು ಹಂತದಲ್ಲೂ ತಜ್ಞರ ಸಲಹೆ ಪಡೆಯಲಾಯಿತು. ಐಐಟಿ ಚೆನ್ನೈ, ಸಿಬಿಆರ್‌ಐ ರೂರ್ಕಿ ಸೇರಿದಂತೆ ಪ್ರತಿಷ್ಠಿತ ಸಂಸ್ಥೆಗಳ ತಜ್ಞರು ಕೈಜೋಡಿಸಿದರು.: [630, 1917, 918, 1978]
rama-headline: ರಾಮನ ಯೋಚನೆಯಂತೇ ಮಂದಿರ: [614, 1854, 1081, 1902]
zodiac-icon: ✦: [40, 1465, 60, 1485]
rama-col4-text: ಮುಖ್ಯ ಮಂದಿರದ ಕಾಮಗಾರಿ ಪೂರ್ಣಗೊಂಡಿದೆ. ಆವರಣದಲ್ಲಿ ಇತರ ದೇವಾಲಯಗಳು, ಪ್ರದಕ್ಷಿಣಾ ಪಥ, ಸಭಾಂಗಣಗಳ ನಿರ್ಮಾಣ ಕಾರ್ಯ ಅಂತಿಮ ಹಂತದಲ್ಲಿದೆ. ಸುಮಾರು 1,800 ಕೋಟಿ ರೂಪಾಯಿ ವೆಚ್ಚದಲ್ಲಿ ಕಾಮಗಾರಿ ನಡೆದಿದೆ.: [1221, 1917, 1513, 1962]
cassette-text: ಕರ್ನಾಟಕ ಪರೀಕ್ಷಾ ಪ್ರಾಧಿಕಾರವು ನಡೆಸಿದ್ದ ರಾಜ್ಯ ಅರ್ಹತಾ ಪರೀಕ್ಷೆ (ಕೆಸೆಟ್)ಯಲ್ಲಿ ಉತ್ತೀರ್ಣರಾದ ಅಭ್ಯರ್ಥಿಗಳಿಗೆ ಪ್ರಮಾಣ ಪತ್ರ ವಿತರಣೆ ಕಾರ್ಯಕ್ಕೆ ಚಾಲನೆ ನೀಡಲಾಗಿದೆ. ಅಭ್ಯರ್ಥಿಗಳು ತಮ್ಮ ಮೂಲ ದಾಖಲೆಗಳೊಂದಿಗೆ ನಿಗದಿತ ದಿನಾಂಕದಂದು ಹಾಜರಾಗಿ ಪ್ರಮಾಣ ಪತ್ರ ಪಡೆದುಕೊಳ್ಳಬಹುದು. ಡಿ.15ರವರೆಗೆ ವಿತರಣಾ ಪ್ರಕ್ರಿಯೆ ನಡೆಯಲಿದೆ ಎಂದು ಪ್ರಾಧಿಕಾರದ ಕಾರ್ಯನಿರ್ವಾಹಕ ನಿರ್ದೇಶಕ ಎಚ್. ಪ್ರಸನ್ನ ತಿಳಿಸಿದ್ದಾರೆ. ವೆಬ್‌ಸೈಟ್‌ನಲ್ಲಿ ವೇಳಾಪಟ್ಟಿ ಪ್ರಕಟಿಸಲಾಗಿದೆ.: [1014, 1629, 1517, 1690]
madani-text: ಜಮಿಯತ್ ಉಲೇಮಾ-ಇ-ಹಿಂದ್ ಅಧ್ಯಕ್ಷ ಮೌಲಾನಾ ಮಹಮೂದ್ ಮದನಿ ಅವರು ಸುಪ್ರೀಂ ಕೋರ್ಟ್ ತೀರ್ಪುಗಳ ಬಗ್ಗೆ ಅಸಮಾಧಾನ ವ್ಯಕ್ತಪಡಿಸಿದ್ದಾರೆ. ಬಾಬರಿ ಮಸೀದಿ, ತ್ರಿವಳಿ ತಲಾಖ್ ಮತ್ತು ಇತರ ಪ್ರಕರಣಗಳ ತೀರ್ಪುಗಳ ಬಳಿಕ ನ್ಯಾಯಾಂಗದ ಸ್ವಾತಂತ್ರ್ಯದ ಬಗ್ಗೆ ಪ್ರಶ್ನೆ ಎದ್ದಿದೆ ಎಂದು ಹೇಳಿದ್ದಾರೆ. ಸಂವಿಧಾನ ನೀಡಿರುವ ಹಕ್ಕುಗಳನ್ನು ರಕ್ಷಿಸುವ ಜವಾಬ್ದಾರಿ ನ್ಯಾಯಾಲಯದ ಮೇಲಿದೆ. ಅಲ್ಪಸಂಖ್ಯಾತರ ಹಕ್ಕುಗಳ ರಕ್ಷಣೆ ವಿಚಾರದಲ್ಲಿ ನ್ಯಾಯಾಲಯ ನಿಷ್ಪಕ್ಷಪಾತವಾಗಿ ನಡೆದುಕೊಳ್ಳಬೇಕು ಎಂದು ಅವರು ಅಭಿಪ್ರಾಯಪಟ್ಟರು. ಇದಕ್ಕೆ ಬಿಜೆಪಿ ನಾಯಕರು ತೀವ್ರ ಆಕ್ಷೇಪ ವ್ಯಕ್ತಪಡಿಸಿದ್ದು, ಇದು ನ್ಯಾಯಾಂಗ ನಿಂದನೆ ಎಂದಿದ್ದಾರೆ.: [1014, 593, 1259, 734]
ditwa-headline: ದಿತ್ವಾ ಅಬ್ಬರ: ಶ್ರೀಲಂಕಾದಲ್ಲಿ ಎಮರ್ಜನ್ಸಿ: [388, 1332, 774, 1366]
mala-subtext-1: ಜಿಲ್ಲೆಯ ವಿವಿಧ ಭಾಗಗಳಿಂದ ಬರುವ ವಾಹನಗಳಿಗೆ ಪ್ರತ್ಯೇಕ ಪಾರ್ಕಿಂಗ್ ವ್ಯವಸ್ಥೆ ಮಾಡಲಾಗಿದೆ. ಬಸ್, ಕಾರು, ದ್ವಿಚಕ್ರ ವಾಹನಗಳಿಗೆ ಪ್ರತ್ಯೇಕ ಸ್ಥಳ ಗುರುತಿಸಲಾಗಿದೆ. ಸಂಚಾರ ದಟ್ಟಣೆ ತಡೆಯಲು ಮಾರ್ಗ ಬದಲಾವಣೆ ಮಾಡಲಾಗಿದೆ.: [334, 841, 557, 918]
zodiac-sign-name: ವೃಷಭ: [65, 1188, 93, 1203]
rama-q1: ರಾಮ ಮಂದಿರ ನಿರ್ಮಾಣ ಅಲ್ಲವಾದರೆ ಜವಾಬ್ದಾರಿಯನ್ನು ಆಟಲ್ಲದ ಯಾರ ಮೇಲೆ ಹೊರಿಸುತ್ತೀರಿ?: [334, 2078, 622, 2107]
horoscope-sign-header: [178, 1744, 313, 1764]
registration-marks-right: [1382, 2359, 1444, 2371]
cm-subhead-2: ಮಾಧ್ಯಮಗಳ ಗೊಂದಲ ಸೃಷ್ಟಿಸಿವೆ:: [892, 306, 1014, 319]
zodiac-prediction: ನಿಮ್ಮ ಕಾರ್ಯಕ್ಕೆ ಕೆಲವರಿಂದ ಅಡ್ಡಿ ಬಂದೀತು. ಹಿರಿಯರ ಜತೆ ವಾಗ್ವಾದ ಸಲ್ಲದು. ಸಂಯಮ ಕಾಯ್ದುಕೊಳ್ಳಿ.: [181, 1348, 291, 1390]
datta-body: [40, 2190, 312, 2355]
vis-dateline: ಭದ್ರಾವತಿ:: [465, 228, 499, 240]
zodiac-sign-name: ಮಿಥುನ: [65, 1327, 98, 1343]
row1-rule: [31, 537, 1513, 538]
mala-quote-by: ಸುರೇಶ್ ಚಿಟ್ಟಾಲ್, ಜಿಲ್ಲಾಧಿಕಾರಿ: [564, 1140, 666, 1152]
horoscope-entry: [40, 1744, 174, 1883]
zodiac-sign-name: ತುಲಾ: [203, 1048, 227, 1063]
horoscope-entry: [178, 1465, 313, 1603]
col-divider-mala: [1002, 545, 1003, 1321]
cm-text: 2028ರಲ್ಲಿ ಕಾಂಗ್ರೆಸ್‌ನ್ನು ಮತ್ತೆ ಅಧಿಕಾರಕ್ಕೆ ತರಬೇಕೆಂದು ಚರ್ಚಿಸಿ ಬಂದಿದೆ. 2023ರ ವಿಧಾನಸಭಾ ಚುನಾವಣೆಯಲ್ಲಿ ಕೆಲಸ ಮಾಡಿದಂತೆಯೇ ಮುಂದೆಯೂ ಒಟ್ಟಾಗಿ ಸಾಗುವ ತೀರ್ಮಾನ ಮಾಡಿದ್ದೇವೆ ಎಂದರು.: [892, 193, 1219, 238]
zodiac-icon: ✦: [40, 1744, 60, 1764]
madani-subtext-2: ದೆಹಲಿಯ ಕೆಂಪುಕೋಟೆ ಬಳಿ ನಡೆದ ಸ್ಫೋಟ, ದೇಶದ ವಿವಿಧೆಡೆ ನಡೆದ ಭಯೋತ್ಪಾದಕ ಕೃತ್ಯಗಳ ಬಗ್ಗೆ ಪ್ರಸ್ತಾಪಿಸಿದ ಬಿಜೆಪಿ ನಾಯಕರು, ಇಂತಹ ಹೇಳಿಕೆಗಳು ದೇಶದ ಏಕತೆಗೆ ಧಕ್ಕೆ ತರುತ್ತವೆ ಎಂದು ಆರೋಪಿಸಿದರು. ಕೇಂದ್ರ ಸಚಿವರು ಕೂಡ ಹೇಳಿಕೆಯನ್ನು ಖಂಡಿಸಿದ್ದಾರೆ. ಮದನಿ ತಮ್ಮ ಹೇಳಿಕೆ ಹಿಂಪಡೆಯಬೇಕು ಎಂದು ಆಗ್ರಹಿಸಿದರು.: [1267, 641, 1517, 718]
guru-dateline: ಬೆಂಗಳೂರು:: [38, 197, 81, 210]
